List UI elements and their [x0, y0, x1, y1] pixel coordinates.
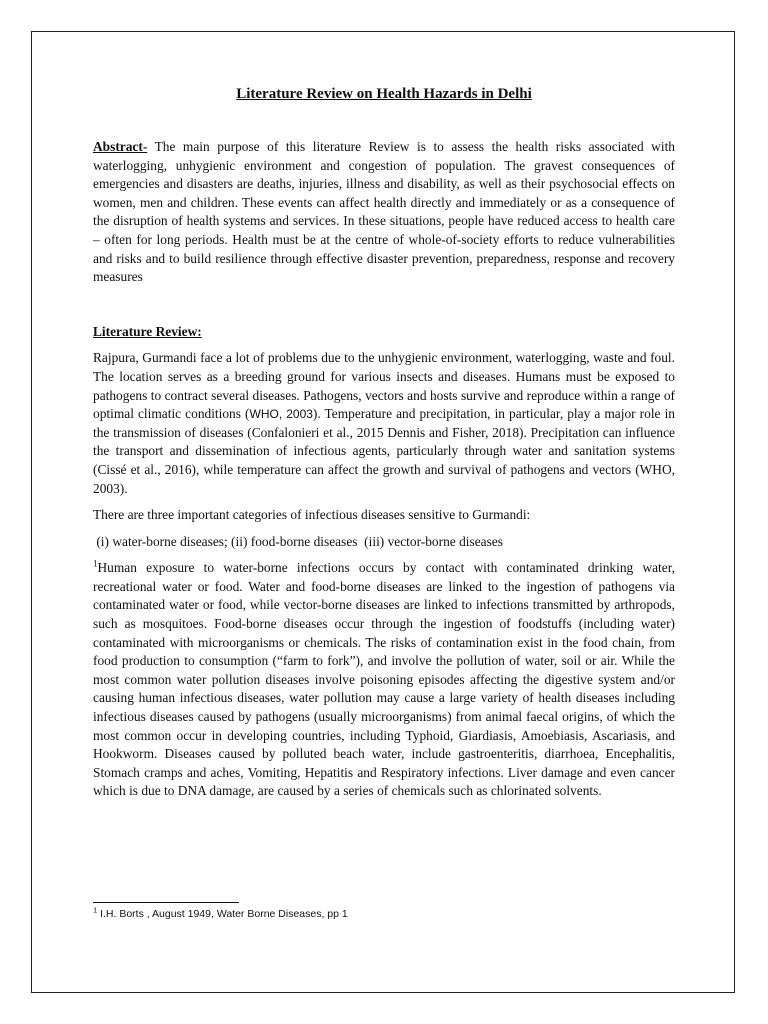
paragraph-4-text: Human exposure to water-borne infections occurs by contact with contaminated drinking water, recreational water or food. Water and food-borne diseases are linked to the ingestion of pathogens via contaminated water or food, while vector-borne diseases are linked to infections transmitted by arthropods, such as mosquitoes. Food-borne diseases occur through the ingestion of foodstuffs (including water) contaminated with microorganisms or chemicals. The risks of contamination exist in the food chain, from food production to consumption (“farm to fork”), and involve the pollution of water, soil or air. While the most common water pollution diseases involve poisoning episodes affecting the digestive system and/or causing human infectious diseases, water pollution may cause a large variety of health diseases including infectious diseases caused by pathogens (usually microorganisms) from animal faecal origins, of which the most common occur in developing countries, including Typhoid, Giardiasis, Amoebiasis, Ascariasis, and Hookworm. Diseases caused by polluted beach water, include gastroenteritis, diarrhoea, Encephalitis, Stomach cramps and aches, Vomiting, Hepatitis and Respiratory infections. Liver damage and even cancer which is due to DNA damage, are caused by a series of chemicals such as chlorinated solvents. [93, 560, 675, 799]
paragraph-1-text-b: ). Temperature and precipitation, in particular, play a major role in the transmission of diseases (Confalonieri et al., 2015 Dennis and Fisher, 2018). Precipitation can influence the transport and dissemination of infectious agents, particularly through water and sanitation systems (Cissé et al., 2016), while temperature can affect the growth and survival of pathogens and vectors (WHO, 2003). [93, 406, 675, 496]
literature-review-heading: Literature Review: [93, 323, 202, 339]
document-body [93, 84, 675, 809]
paragraph-1-text-a: Rajpura, Gurmandi face a lot of problems due to the unhygienic environment, waterlogging, waste and foul. The location serves as a breeding ground for various insects and diseases. Humans must be exposed to pathogens to contract several diseases. Pathogens, vectors and hosts survive and reproduce within a range of optimal climatic conditions ( [93, 350, 675, 422]
footnote-marker: 1 [93, 558, 98, 569]
paragraph-4 [93, 559, 675, 801]
abstract-text: The main purpose of this literature Review is to assess the health risks associated with waterlogging, unhygienic environment and congestion of population. The gravest consequences of emergencies and disasters are deaths, injuries, illness and disability, as well as their psychosocial effects on women, men and children. These events can affect health directly and immediately or as a consequence of the disruption of health systems and services. In these situations, people have reduced access to health care – often for long periods. Health must be at the centre of whole-of-society efforts to reduce vulnerabilities and risks and to build resilience through effective disaster prevention, preparedness, response and recovery measures [93, 139, 675, 285]
footnote-separator [93, 902, 239, 903]
paragraph-3-categories: (i) water-borne diseases; (ii) food-borne diseases (iii) vector-borne diseases [93, 533, 503, 549]
paragraph-2: There are three important categories of infectious diseases sensitive to Gurmandi: [93, 507, 531, 523]
footnote-text: I.H. Borts , August 1949, Water Borne Diseases, pp 1 [97, 908, 348, 920]
paragraph-1 [93, 349, 675, 498]
abstract-label: Abstract- [93, 139, 148, 154]
abstract-paragraph [93, 138, 675, 287]
footnote-number: 1 [93, 905, 98, 915]
citation-who: WHO, 2003 [249, 407, 313, 422]
footnote [93, 907, 493, 921]
document-title: Literature Review on Health Hazards in Delhi [236, 86, 532, 102]
